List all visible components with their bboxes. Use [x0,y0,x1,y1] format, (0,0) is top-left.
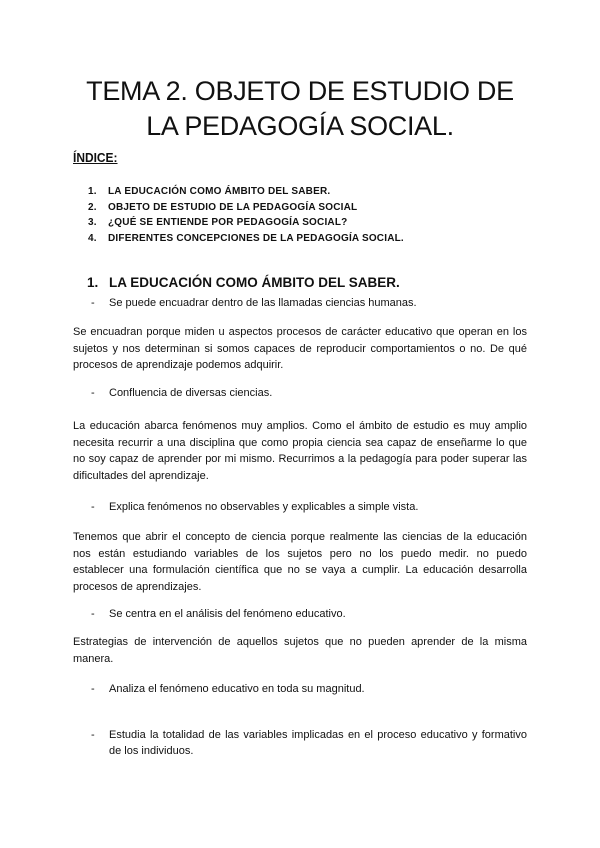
section-title: LA EDUCACIÓN COMO ÁMBITO DEL SABER. [109,275,400,290]
paragraph-line: procesos de aprendizaje podemos adquirir. [73,359,284,371]
bullet-dash: - [91,387,95,399]
section-heading [87,275,400,290]
bullet-text: Se puede encuadrar dentro de las llamadas ciencias humanas. [109,297,417,309]
paragraph-line: nos están estudiando variables de los sujetos pero no los puedo medir. no puedo [73,547,527,560]
paragraph-line: Se encuadran porque miden u aspectos procesos de carácter educativo que operan en los [73,326,527,338]
paragraph-line: no soy capaz de aprender por mi mismo. Recurrimos a la pedagogía para poder superar las [73,453,527,465]
bullet-text: Explica fenómenos no observables y explicables a simple vista. [109,501,419,513]
bullet-text: Estudia la totalidad de las variables implicadas en el proceso educativo y formativo de los individuos. [109,729,527,757]
bullet-dash: - [91,297,95,309]
paragraph-line: La educación abarca fenómenos muy amplios. Como el ámbito de estudio es muy amplio [73,420,527,432]
paragraph-line: establecer una formulación científica que no se vaya a cumplir. La educación desarrolla [73,564,527,576]
paragraph-line: procesos de aprendizajes. [73,580,202,593]
index-item-label: LA EDUCACIÓN COMO ÁMBITO DEL SABER. [108,186,331,197]
bullet-dash: - [91,729,95,741]
paragraph [73,529,527,595]
index-item [88,184,404,200]
paragraph [73,634,527,667]
title-line-1: TEMA 2. OBJETO DE ESTUDIO DE [86,76,514,106]
index-list [88,184,404,246]
paragraph [73,324,527,374]
index-item [88,231,404,247]
bullet-text: Confluencia de diversas ciencias. [109,387,273,399]
section-number: 1. [87,275,99,290]
index-item-number: 3. [88,217,97,228]
paragraph-line: dificultades del aprendizaje. [73,469,209,482]
document-title [40,74,560,144]
index-item-label: OBJETO DE ESTUDIO DE LA PEDAGOGÍA SOCIAL [108,201,358,213]
bullet-dash: - [91,501,95,513]
bullet-text: Se centra en el análisis del fenómeno educativo. [109,608,346,620]
paragraph-line: Estrategias de intervención de aquellos sujetos que no pueden aprender de la misma [73,636,527,648]
index-item-number: 2. [88,201,97,213]
index-item-number: 1. [88,186,97,197]
index-item-label: ¿QUÉ SE ENTIENDE POR PEDAGOGÍA SOCIAL? [108,217,348,228]
index-heading: ÍNDICE: [73,150,118,165]
paragraph-line: necesita recurrir a una disciplina que como propia ciencia sea capaz de enseñarme lo que [73,436,527,449]
bullet-dash: - [91,608,95,620]
index-item-label: DIFERENTES CONCEPCIONES DE LA PEDAGOGÍA SOCIAL. [108,232,404,244]
index-item [88,215,404,231]
bullet-text: Analiza el fenómeno educativo en toda su magnitud. [109,683,365,695]
index-item [88,200,404,216]
paragraph [73,418,527,484]
title-line-2: LA PEDAGOGÍA SOCIAL. [146,111,454,141]
index-item-number: 4. [88,232,97,244]
paragraph-line: manera. [73,652,114,665]
bullet-dash: - [91,683,95,695]
paragraph-line: Tenemos que abrir el concepto de ciencia porque realmente las ciencias de la educación [73,531,527,543]
paragraph-line: sujetos y nos determinan si somos capaces de reproducir comportamientos o no. De qué [73,342,527,355]
